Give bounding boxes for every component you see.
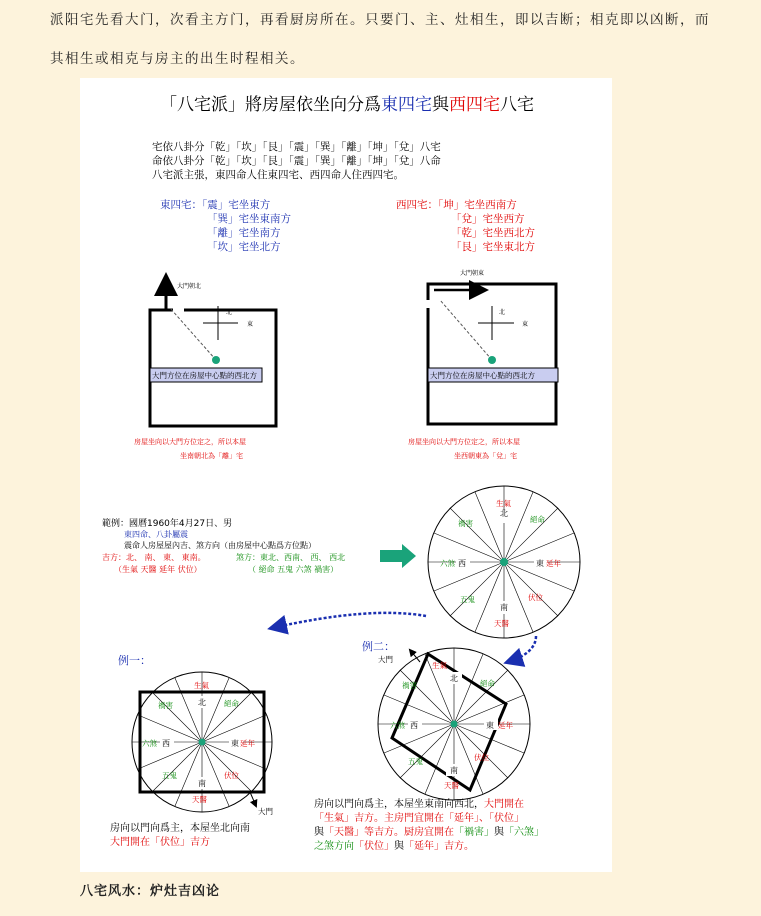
door-label: 大門 [258, 807, 273, 816]
compass-jue: 絕命 [224, 699, 239, 708]
compass-liu: 六煞 [440, 559, 455, 568]
east-item: 「坎」宅坐北方 [207, 241, 281, 253]
dotted-arrow-left [272, 613, 426, 628]
gua-line-3: 八宅派主張，東四命人住東四宅、西四命人住西四宅。 [152, 169, 404, 181]
door-label: 大門 [378, 655, 393, 664]
east-four-list [160, 198, 291, 253]
ex2-t3f: 「六煞」 [504, 827, 544, 838]
door-label: 大門朝北 [177, 283, 202, 290]
compass-s: 南 [198, 779, 206, 788]
right-caption-2: 坐西朝東為「兌」宅 [454, 452, 517, 460]
example-sub2: 震命人房屋屋內吉、煞方向（由房屋中心點爲方位點） [124, 541, 316, 550]
right-caption-1: 房屋坐向以大門方位定之，所以本屋 [408, 438, 520, 446]
compass-example-1 [132, 672, 273, 816]
compass-wu: 五鬼 [408, 757, 423, 766]
example-block [102, 517, 345, 574]
door-label-right: 大門朝東 [460, 270, 485, 277]
west-item: 「兌」宅坐西方 [451, 213, 525, 225]
compass-jue: 絕命 [530, 515, 545, 524]
svg-text:「生氣」吉方。主房門宜開在「延年」、「伏位」 [314, 811, 524, 824]
compass-e: 東 [231, 739, 239, 748]
left-caption-2: 坐南朝北為「離」宅 [180, 452, 243, 460]
ex2-t2c: 「延年」、「伏位」 [444, 813, 524, 824]
ex2-t3e: 與 [494, 827, 504, 838]
compass-huo: 禍害 [458, 519, 473, 528]
ex2-t1a: 房向以門向爲主，本屋坐東南向西北， [314, 799, 484, 810]
compass-n: 北 [500, 509, 508, 518]
compass-tian: 天醫 [192, 795, 207, 804]
intro-line-2: 其相生或相克与房主的出生时程相关。 [50, 51, 305, 67]
ex2-t4a: 之煞方向 [314, 841, 354, 852]
dotted-arrow-down [508, 636, 536, 662]
west-item: 西四宅：「坤」宅坐西南方 [396, 199, 517, 211]
compass-fu: 伏位 [224, 771, 239, 780]
compass-n: 北 [198, 698, 206, 707]
west-item: 「乾」宅坐西北方 [451, 227, 535, 239]
ex1-label: 例一： [118, 654, 151, 667]
compass-yan: 延年 [240, 739, 255, 748]
compass-sheng: 生氣 [496, 499, 511, 508]
compass-liu: 六煞 [142, 739, 157, 748]
compass-fu: 伏位 [474, 753, 489, 762]
ex1-text-2: 大門開在「伏位」吉方 [110, 837, 210, 848]
compass-example-2 [378, 648, 530, 800]
example-sub1: 東四命、八卦屬震 [124, 530, 188, 539]
ex2-t3a: 與 [314, 827, 324, 838]
ex2-label: 例二： [362, 640, 395, 653]
figure-title: 「八宅派」將房屋依坐向分爲東四宅與西四宅八宅 [160, 95, 534, 115]
svg-text:房向以門向爲主，本屋坐東南向西北，大門開在 [314, 797, 524, 810]
ex2-t4e: 吉方。 [444, 841, 474, 852]
house-right [408, 269, 558, 460]
compass-huo: 禍害 [158, 701, 173, 710]
east-label: 東 [522, 321, 529, 328]
compass-sheng: 生氣 [194, 681, 209, 690]
house-left [134, 278, 276, 460]
bazhai-figure [80, 78, 612, 872]
compass-jue: 絕命 [480, 679, 495, 688]
ex2-t3b: 「天醫」 [324, 827, 364, 838]
west-item: 「艮」宅坐東北方 [451, 241, 535, 253]
compass-tian: 天醫 [494, 619, 509, 628]
ex2-t2a: 「生氣」 [314, 813, 354, 824]
compass-sheng: 生氣 [432, 661, 447, 670]
north-label: 北 [499, 309, 506, 316]
compass-fu: 伏位 [528, 593, 543, 602]
compass-s: 南 [450, 766, 458, 775]
compass-e: 東 [486, 721, 494, 730]
east-item: 「巽」宅坐東南方 [207, 213, 291, 225]
compass-main [428, 486, 580, 638]
ex2-text [314, 797, 544, 852]
compass-liu: 六煞 [390, 721, 405, 730]
arrow-right-icon [380, 544, 416, 568]
ex2-t2b: 吉方。主房門宜開在 [354, 813, 444, 824]
compass-n: 北 [450, 674, 458, 683]
example-sha: 煞方：東北、西南、 西、 西北 [236, 553, 346, 562]
ex2-t3d: 「禍害」 [454, 827, 494, 838]
ex2-t4b: 「伏位」 [354, 841, 394, 852]
compass-tian: 天醫 [444, 781, 459, 790]
svg-text:之煞方向「伏位」與「延年」吉方。 [314, 839, 474, 852]
gua-line-1: 宅依八卦分「乾」「坎」「艮」「震」「巽」「離」「坤」「兌」八宅 [152, 141, 441, 153]
svg-text:與「天醫」等吉方。厨房宜開在「禍害」與「六煞」 [314, 825, 544, 838]
ex1-text-1: 房向以門向爲主，本屋坐北向南 [110, 823, 250, 834]
compass-yan: 延年 [546, 559, 561, 568]
compass-wu: 五鬼 [460, 595, 475, 604]
ex2-t3c: 等吉方。厨房宜開在 [364, 827, 454, 838]
west-four-list [396, 198, 535, 253]
compass-s: 南 [500, 603, 508, 612]
east-item: 東四宅：「震」宅坐東方 [160, 199, 271, 211]
compass-huo: 禍害 [402, 681, 417, 690]
section-caption: 八宅风水：炉灶吉凶论 [80, 884, 221, 899]
compass-w: 西 [162, 739, 170, 748]
example-ji-stars: （生氣 天醫 延年 伏位） [114, 565, 202, 574]
intro-line-1: 派阳宅先看大门，次看主方门，再看厨房所在。只要门、主、灶相生，即以吉断；相克即以凶断，而 [50, 12, 710, 28]
center-note: 大門方位在房屋中心點的西北方 [430, 371, 535, 380]
ex2-t4c: 與 [394, 841, 404, 852]
ex2-t1b: 大門開在 [484, 799, 524, 810]
compass-wu: 五鬼 [162, 771, 177, 780]
gua-line-2: 命依八卦分「乾」「坎」「艮」「震」「巽」「離」「坤」「兌」八命 [152, 155, 441, 167]
left-caption-1: 房屋坐向以大門方位定之，所以本屋 [134, 438, 246, 446]
compass-w: 西 [458, 559, 466, 568]
ex2-t4d: 「延年」 [404, 841, 444, 852]
compass-e: 東 [536, 559, 544, 568]
example-ji: 吉方：北、 南、 東、 東南。 [102, 553, 206, 562]
compass-w: 西 [410, 721, 418, 730]
east-label: 東 [247, 321, 254, 328]
center-note: 大門方位在房屋中心點的西北方 [152, 371, 257, 380]
north-label: 北 [226, 309, 233, 316]
east-item: 「離」宅坐南方 [207, 227, 281, 239]
example-head: 範例：國曆1960年4月27日、男 [102, 519, 233, 529]
example-sha-stars: （ 絕命 五鬼 六煞 禍害） [248, 565, 339, 574]
compass-yan: 延年 [498, 721, 513, 730]
